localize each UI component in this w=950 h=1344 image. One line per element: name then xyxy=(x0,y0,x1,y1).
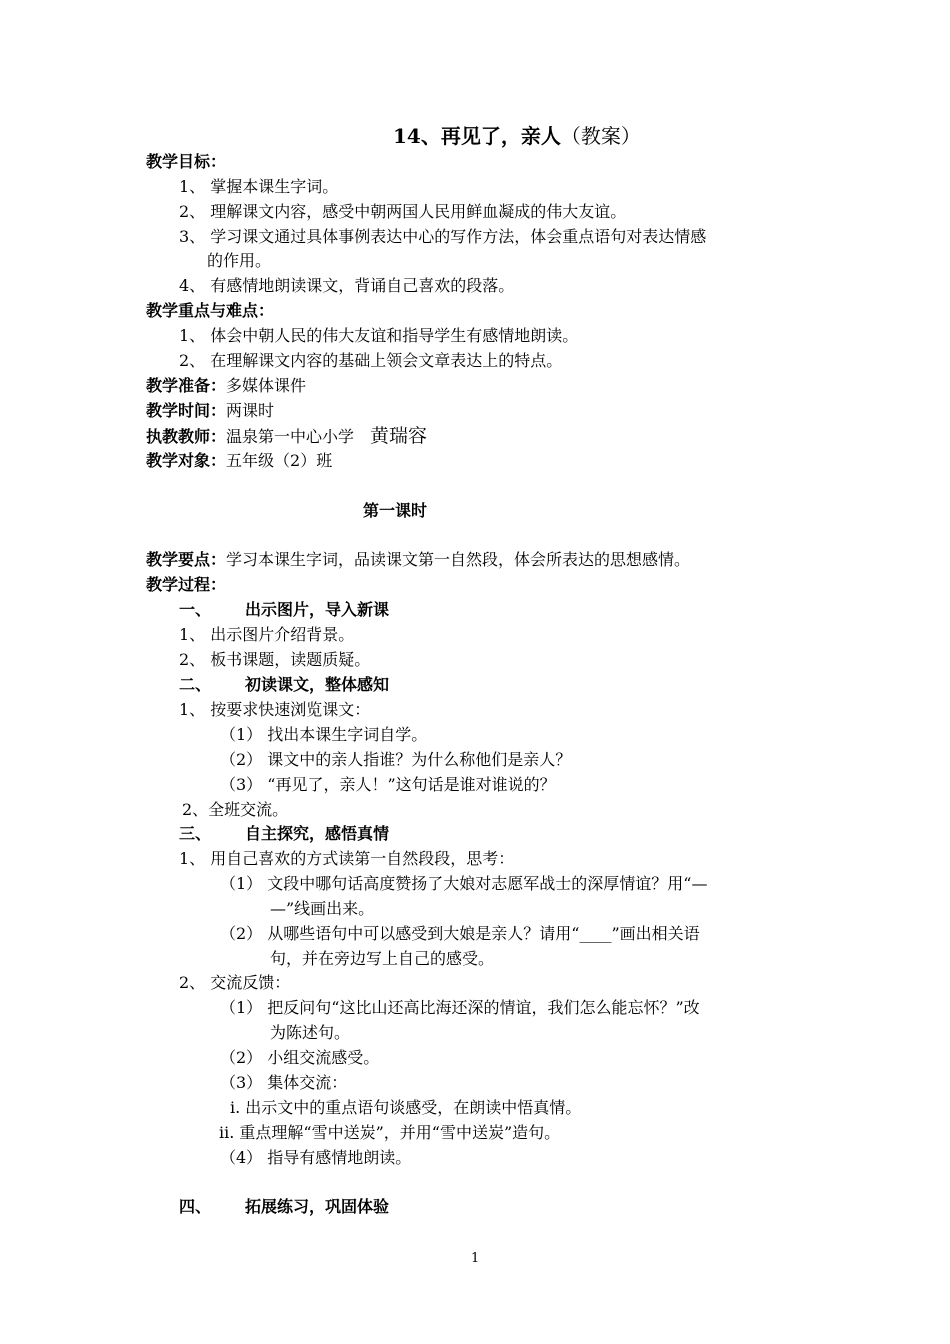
teacher-school: 温泉第一中心小学 xyxy=(226,427,355,446)
lesson-points-value: 学习本课生字词，品读课文第一自然段，体会所表达的思想感情。 xyxy=(226,550,691,569)
section-2-subitem: （2） 课文中的亲人指谁？为什么称他们是亲人？ xyxy=(220,750,572,769)
section-1-item: 2、 板书课题，读题质疑。 xyxy=(179,650,371,669)
section-2-number: 二、 xyxy=(179,675,212,694)
section-2-item: 2、全班交流。 xyxy=(182,800,289,819)
lesson-points-line xyxy=(146,549,690,571)
section-3-roman-item: i. 出示文中的重点语句谈感受，在朗读中悟真情。 xyxy=(230,1098,582,1117)
section-3-number: 三、 xyxy=(179,824,212,843)
prep-label: 教学准备： xyxy=(146,376,227,395)
section-2-subitem: （1） 找出本课生字词自学。 xyxy=(220,725,428,744)
section-3-feedback-continuation: 为陈述句。 xyxy=(270,1023,351,1042)
section-3-question-continuation: 句，并在旁边写上自己的感受。 xyxy=(270,949,495,968)
lesson-points-label: 教学要点： xyxy=(146,550,227,569)
section-3-item: 1、 用自己喜欢的方式读第一自然段段，思考： xyxy=(179,849,515,868)
section-2-heading xyxy=(179,674,389,696)
section-2-subitem: （3） “再见了，亲人！”这句话是谁对谁说的？ xyxy=(220,775,556,794)
section-1-heading xyxy=(179,599,389,621)
objectives-heading: 教学目标： xyxy=(146,152,227,171)
class-line xyxy=(146,450,332,472)
title-sub: （教案） xyxy=(560,124,641,148)
section-4-heading xyxy=(179,1196,389,1218)
process-heading: 教学过程： xyxy=(146,575,227,594)
teacher-label: 执教教师： xyxy=(146,427,227,446)
time-label: 教学时间： xyxy=(146,401,227,420)
section-3-title: 自主探究，感悟真情 xyxy=(245,824,390,843)
section-3-item: 2、 交流反馈： xyxy=(179,973,291,992)
section-1-item: 1、 出示图片介绍背景。 xyxy=(179,625,355,644)
section-3-feedback: （2） 小组交流感受。 xyxy=(220,1048,380,1067)
section-1-title: 出示图片，导入新课 xyxy=(245,600,390,619)
lesson-heading: 第一课时 xyxy=(363,501,428,520)
key-points-heading: 教学重点与难点： xyxy=(146,301,275,320)
time-value: 两课时 xyxy=(226,401,275,420)
objective-item: 2、 理解课文内容，感受中朝两国人民用鲜血凝成的伟大友谊。 xyxy=(179,202,627,221)
section-3-feedback: （4） 指导有感情地朗读。 xyxy=(220,1148,412,1167)
key-point-item: 1、 体会中朝人民的伟大友谊和指导学生有感情地朗读。 xyxy=(179,326,579,345)
objective-item: 1、 掌握本课生字词。 xyxy=(179,177,339,196)
objective-item: 3、 学习课文通过具体事例表达中心的写作方法，体会重点语句对表达情感 xyxy=(179,227,707,246)
section-3-feedback: （1） 把反问句“这比山还高比海还深的情谊，我们怎么能忘怀？”改 xyxy=(220,998,700,1017)
section-3-roman-item: ii. 重点理解“雪中送炭”，并用“雪中送炭”造句。 xyxy=(219,1123,561,1142)
document-title xyxy=(393,125,641,147)
title-main: 14、再见了，亲人 xyxy=(393,124,561,148)
section-3-heading xyxy=(179,823,389,845)
prep-line xyxy=(146,375,306,397)
section-3-question-continuation: —”线画出来。 xyxy=(270,899,375,918)
section-2-title: 初读课文，整体感知 xyxy=(245,675,390,694)
section-2-item: 1、 按要求快速浏览课文： xyxy=(179,700,371,719)
teacher-line xyxy=(146,425,427,448)
section-1-number: 一、 xyxy=(179,600,212,619)
section-3-question: （1） 文段中哪句话高度赞扬了大娘对志愿军战士的深厚情谊？用“— xyxy=(220,874,708,893)
section-3-question: （2） 从哪些语句中可以感受到大娘是亲人？请用“____”画出相关语 xyxy=(220,924,700,943)
section-3-feedback: （3） 集体交流： xyxy=(220,1073,348,1092)
objective-item-continuation: 的作用。 xyxy=(207,251,272,270)
class-label: 教学对象： xyxy=(146,451,227,470)
key-point-item: 2、 在理解课文内容的基础上领会文章表达上的特点。 xyxy=(179,351,563,370)
class-value: 五年级（2）班 xyxy=(226,451,333,470)
section-4-number: 四、 xyxy=(179,1197,212,1216)
prep-value: 多媒体课件 xyxy=(226,376,307,395)
section-4-title: 拓展练习，巩固体验 xyxy=(245,1197,390,1216)
page-number: 1 xyxy=(471,1251,480,1266)
teacher-name: 黄瑞容 xyxy=(370,425,428,447)
time-line xyxy=(146,400,274,422)
objective-item: 4、 有感情地朗读课文，背诵自己喜欢的段落。 xyxy=(179,276,515,295)
